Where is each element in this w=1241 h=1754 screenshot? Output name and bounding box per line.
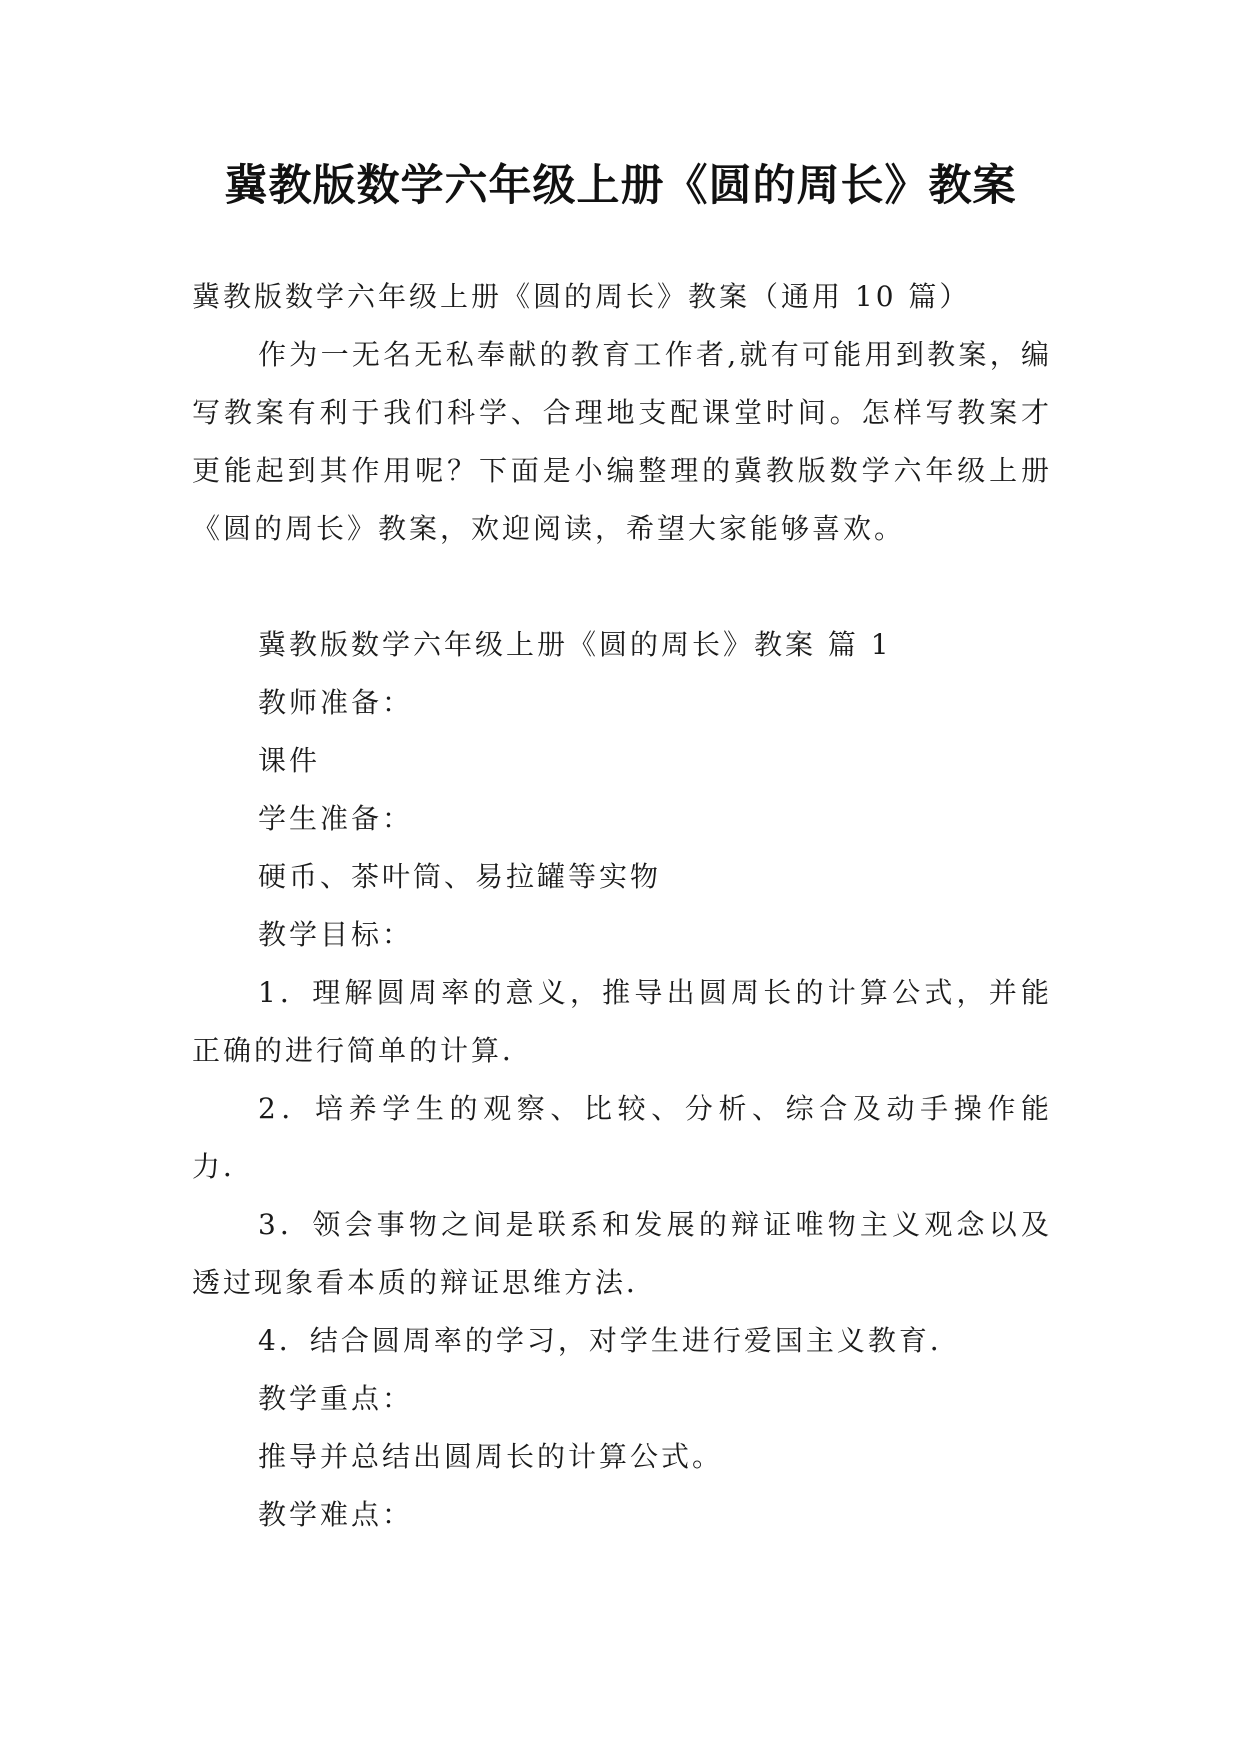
key-point-value: 推导并总结出圆周长的计算公式。 [258, 1440, 724, 1473]
student-prep-label: 学生准备： [258, 802, 414, 835]
intro-paragraph: 作为一无名无私奉献的教育工作者,就有可能用到教案，编写教案有利于我们科学、合理地支配课堂时间。怎样写教案才更能起到其作用呢？下面是小编整理的冀教版数学六年级上册《圆的周长》教案，欢迎阅读，希望大家能够喜欢。 [192, 338, 1052, 545]
document-body [192, 268, 1052, 1544]
key-point-label: 教学重点： [258, 1382, 414, 1415]
goal-item: 4．结合圆周率的学习，对学生进行爱国主义教育． [258, 1324, 961, 1357]
teacher-prep-value: 课件 [258, 744, 321, 777]
teacher-prep-label: 教师准备： [258, 686, 414, 719]
document-title: 冀教版数学六年级上册《圆的周长》教案 [224, 161, 1017, 211]
goal-item: 3．领会事物之间是联系和发展的辩证唯物主义观念以及透过现象看本质的辩证思维方法． [192, 1208, 1052, 1299]
student-prep-value: 硬币、茶叶筒、易拉罐等实物 [258, 860, 662, 893]
goal-item: 1．理解圆周率的意义，推导出圆周长的计算公式，并能正确的进行简单的计算． [192, 976, 1052, 1067]
document-subtitle: 冀教版数学六年级上册《圆的周长》教案（通用 10 篇） [192, 280, 971, 313]
goals-label: 教学目标： [258, 918, 414, 951]
difficulty-label: 教学难点： [258, 1498, 414, 1531]
goal-item: 2．培养学生的观察、比较、分析、综合及动手操作能力． [192, 1092, 1052, 1183]
paragraph-spacer [192, 558, 1052, 616]
section-heading: 冀教版数学六年级上册《圆的周长》教案 篇 1 [258, 628, 892, 661]
